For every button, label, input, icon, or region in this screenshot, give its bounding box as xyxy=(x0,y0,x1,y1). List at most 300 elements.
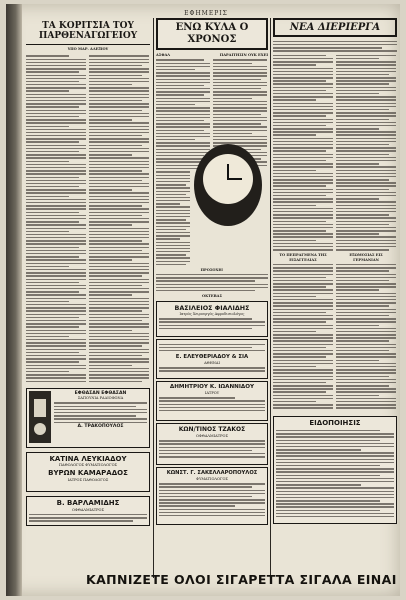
text-line xyxy=(273,211,333,212)
text-line xyxy=(89,288,149,289)
text-line xyxy=(26,122,86,123)
text-line xyxy=(213,69,267,70)
text-line xyxy=(89,314,149,315)
text-line xyxy=(336,243,396,244)
text-line xyxy=(336,109,389,110)
notice-body xyxy=(156,272,268,294)
text-line xyxy=(273,353,333,354)
text-line xyxy=(336,353,396,354)
text-line xyxy=(336,277,396,278)
text-line xyxy=(156,210,190,211)
text-line xyxy=(26,285,86,286)
text-line xyxy=(26,145,86,146)
text-line xyxy=(273,109,333,110)
text-line xyxy=(273,280,333,281)
doctor-name: ΔΗΜΗΤΡΙΟΥ Κ. ΙΩΑΝΝΙΔΟΥ xyxy=(169,383,255,390)
text-line xyxy=(273,80,326,81)
text-line xyxy=(273,106,333,107)
text-line xyxy=(273,230,326,231)
text-line xyxy=(273,388,333,389)
text-line xyxy=(26,275,86,276)
text-line xyxy=(26,307,86,308)
text-line xyxy=(213,63,252,64)
text-line xyxy=(89,349,149,350)
text-line xyxy=(336,71,396,72)
text-line xyxy=(336,195,396,196)
text-line xyxy=(273,401,316,402)
text-line xyxy=(213,79,261,80)
text-line xyxy=(89,138,149,139)
clock-face-icon xyxy=(203,154,253,204)
text-line xyxy=(273,71,333,72)
text-line xyxy=(26,243,86,244)
text-line xyxy=(276,481,394,482)
text-line xyxy=(26,240,86,241)
text-line xyxy=(336,163,379,164)
text-line xyxy=(336,99,396,100)
text-line xyxy=(89,148,149,149)
text-line xyxy=(273,166,333,167)
article-title: ΤΑ ΚΟΡΙΤΣΙΑ ΤΟΥ ΠΑΡΘΕΝΑΓΩΓΕΙΟΥ xyxy=(26,18,150,45)
text-line xyxy=(26,365,86,366)
text-line xyxy=(273,99,316,100)
text-line xyxy=(336,347,396,348)
text-line xyxy=(336,337,396,338)
text-line xyxy=(273,103,333,104)
text-line xyxy=(156,254,186,255)
text-line xyxy=(89,358,149,359)
text-line xyxy=(89,84,132,85)
doctor-name: ΚΩΝ/ΤΙΝΟΣ ΤΖΑΚΟΣ xyxy=(178,425,246,433)
text-line xyxy=(26,218,86,219)
text-line xyxy=(26,259,86,260)
text-line xyxy=(336,264,396,265)
ad-body xyxy=(159,395,265,413)
doctor-detail: ΙΑΤΡΟΥ xyxy=(204,390,220,395)
text-line xyxy=(159,505,235,506)
text-line xyxy=(276,497,394,498)
text-line xyxy=(336,270,389,271)
text-line xyxy=(26,177,79,178)
text-line xyxy=(273,221,326,222)
text-line xyxy=(273,163,333,164)
notice-heading: ΠΡΟΣΟΧΗ! xyxy=(200,267,224,272)
text-line xyxy=(89,202,149,203)
text-line xyxy=(273,173,333,174)
text-line xyxy=(273,208,333,209)
text-line xyxy=(336,350,389,351)
text-line xyxy=(26,320,86,321)
text-line xyxy=(336,230,396,231)
text-line xyxy=(276,510,380,511)
text-line xyxy=(273,61,333,62)
text-line xyxy=(26,358,86,359)
text-line xyxy=(336,283,396,284)
subheading-lines xyxy=(273,39,397,53)
text-line xyxy=(273,363,333,364)
text-line xyxy=(26,97,86,98)
text-line xyxy=(26,352,79,353)
text-line xyxy=(89,240,142,241)
text-line xyxy=(336,305,389,306)
text-line xyxy=(273,264,333,265)
text-line xyxy=(273,115,326,116)
text-line xyxy=(276,494,394,495)
text-line xyxy=(336,366,396,367)
text-line xyxy=(156,59,204,60)
text-line xyxy=(26,263,86,264)
text-line xyxy=(336,90,396,91)
text-line xyxy=(159,370,265,371)
section-label: ΠΑΡΑΙΤΗΣΙΝ ΟΥΚ ΕΧΕΙ xyxy=(219,53,268,57)
text-line xyxy=(213,107,267,108)
text-line xyxy=(273,83,333,84)
text-line xyxy=(336,246,396,247)
text-line xyxy=(273,302,333,303)
text-line xyxy=(26,349,86,350)
text-line xyxy=(156,194,186,195)
text-line xyxy=(336,192,396,193)
text-line xyxy=(26,135,86,136)
doctor-detail: ΑΘΗΝΑΙ xyxy=(204,360,220,365)
doctor-ad xyxy=(156,467,268,525)
text-line xyxy=(89,307,149,308)
text-line xyxy=(276,452,394,453)
text-line xyxy=(156,69,195,70)
doctor-detail: Ιατρός Χειρουργός Αφροδισιολόγος xyxy=(179,311,245,316)
text-line xyxy=(276,446,394,447)
text-line xyxy=(89,154,132,155)
text-line xyxy=(156,229,186,230)
text-line xyxy=(336,74,389,75)
text-line xyxy=(273,277,326,278)
text-line xyxy=(273,240,316,241)
article-body xyxy=(273,262,333,412)
article-body-right xyxy=(336,53,396,253)
text-line xyxy=(159,318,252,319)
text-line xyxy=(156,75,210,76)
text-line xyxy=(159,367,265,368)
text-line xyxy=(26,272,86,273)
text-line xyxy=(276,449,361,450)
text-line xyxy=(336,182,396,183)
text-line xyxy=(273,318,333,319)
text-line xyxy=(336,112,396,113)
text-line xyxy=(336,176,396,177)
text-line xyxy=(156,184,186,185)
ad-name: ΚΑΤΙΝΑ ΛΕΥΚΙΑΔΟΥ xyxy=(49,454,127,463)
text-line xyxy=(89,186,149,187)
text-line xyxy=(26,228,86,229)
text-line xyxy=(276,513,394,514)
text-line xyxy=(336,61,396,62)
text-line xyxy=(273,407,333,408)
ad-body xyxy=(159,481,265,519)
text-line xyxy=(336,227,396,228)
radio-icon xyxy=(29,391,51,443)
text-line xyxy=(336,407,396,408)
column-two xyxy=(156,18,268,525)
text-line xyxy=(156,245,190,246)
text-line xyxy=(156,248,190,249)
text-line xyxy=(89,224,132,225)
text-line xyxy=(336,236,396,237)
text-line xyxy=(273,134,316,135)
notice-box xyxy=(273,416,397,524)
text-line xyxy=(89,221,149,222)
text-line xyxy=(159,400,265,401)
text-line xyxy=(213,82,267,83)
text-line xyxy=(26,336,69,337)
text-line xyxy=(273,286,326,287)
text-line xyxy=(336,55,396,56)
text-line xyxy=(336,93,379,94)
text-line xyxy=(213,114,261,115)
text-line xyxy=(26,368,86,369)
text-line xyxy=(156,213,190,214)
clock-illustration xyxy=(194,144,262,226)
text-line xyxy=(276,465,380,466)
doctor-ad xyxy=(156,339,268,379)
text-line xyxy=(89,218,149,219)
text-line xyxy=(276,475,380,476)
text-line xyxy=(89,294,132,295)
text-line xyxy=(26,342,86,343)
text-line xyxy=(213,94,267,95)
doctor-name: ΚΩΝΣΤ. Γ. ΣΑΚΕΛΛΑΡΟΠΟΥΛΟΣ xyxy=(166,469,258,476)
column-rule xyxy=(153,18,154,578)
text-line xyxy=(159,344,265,345)
text-line xyxy=(26,161,69,162)
text-line xyxy=(273,331,316,332)
text-line xyxy=(156,145,210,146)
text-line xyxy=(273,309,333,310)
doctor-name: ΒΑΣΙΛΕΙΟΣ ΦΙΑΛΙΔΗΣ xyxy=(174,303,250,312)
text-line xyxy=(26,291,79,292)
text-line xyxy=(159,321,265,322)
text-line xyxy=(26,62,86,63)
text-line xyxy=(336,131,396,132)
text-line xyxy=(156,120,204,121)
text-line xyxy=(26,247,79,248)
ad-body xyxy=(159,365,265,373)
text-line xyxy=(273,93,333,94)
text-line xyxy=(336,388,396,389)
text-line xyxy=(273,270,333,271)
text-line xyxy=(159,397,235,398)
text-line xyxy=(89,113,149,114)
text-line xyxy=(336,395,379,396)
text-line xyxy=(213,126,267,127)
text-line xyxy=(29,517,147,518)
text-line xyxy=(273,224,333,225)
text-line xyxy=(336,80,396,81)
text-line xyxy=(89,243,149,244)
text-line xyxy=(89,90,149,91)
text-line xyxy=(276,478,394,479)
text-line xyxy=(89,231,149,232)
text-line xyxy=(336,122,396,123)
text-line xyxy=(89,291,149,292)
text-line xyxy=(89,189,132,190)
text-line xyxy=(213,123,261,124)
text-line xyxy=(54,402,147,403)
text-line xyxy=(89,177,149,178)
text-line xyxy=(156,178,190,179)
doctor-detail: ΟΦΘΑΛΜΙΑΤΡΟΣ xyxy=(195,433,229,438)
ad-detail: ΠΑΘΟΛΟΓΟΣ ΦΥΜΑΤΙΟΛΟΓΟΣ xyxy=(58,462,118,467)
text-line xyxy=(26,71,79,72)
text-line xyxy=(89,342,149,343)
text-line xyxy=(276,443,394,444)
text-line xyxy=(54,406,136,407)
text-line xyxy=(159,407,265,408)
text-line xyxy=(26,157,86,158)
text-line xyxy=(336,321,396,322)
text-line xyxy=(336,128,379,129)
text-line xyxy=(156,165,204,166)
text-line xyxy=(26,301,69,302)
text-line xyxy=(26,126,69,127)
text-line xyxy=(89,272,149,273)
text-line xyxy=(273,157,333,158)
text-line xyxy=(156,235,190,236)
text-line xyxy=(213,91,267,92)
text-line xyxy=(156,94,204,95)
text-line xyxy=(26,314,86,315)
text-line xyxy=(273,350,333,351)
text-line xyxy=(156,203,180,204)
text-line xyxy=(273,305,333,306)
text-line xyxy=(89,355,142,356)
text-line xyxy=(276,433,394,434)
text-line xyxy=(26,65,86,66)
text-line xyxy=(336,360,379,361)
text-line xyxy=(276,491,394,492)
article-body-left xyxy=(273,53,333,253)
text-line xyxy=(156,126,210,127)
text-line xyxy=(89,129,149,130)
text-line xyxy=(26,68,86,69)
text-line xyxy=(159,493,265,494)
text-line xyxy=(89,161,149,162)
text-line xyxy=(26,192,86,193)
doctor-ad xyxy=(156,423,268,465)
text-line xyxy=(89,103,149,104)
text-line xyxy=(89,59,149,60)
text-line xyxy=(26,345,86,346)
text-line xyxy=(159,347,252,348)
text-line xyxy=(336,217,396,218)
text-line xyxy=(336,144,389,145)
text-line xyxy=(156,242,190,243)
text-line xyxy=(273,246,333,247)
text-line xyxy=(273,125,326,126)
text-line xyxy=(26,81,79,82)
text-line xyxy=(26,371,69,372)
text-line xyxy=(26,266,69,267)
text-line xyxy=(156,290,255,291)
text-line xyxy=(273,312,326,313)
text-line xyxy=(273,44,397,45)
text-line xyxy=(276,516,394,517)
text-line xyxy=(273,227,333,228)
text-line xyxy=(273,201,333,202)
text-line xyxy=(156,82,210,83)
text-line xyxy=(336,173,396,174)
text-line xyxy=(336,147,396,148)
article-body-left xyxy=(156,170,190,266)
text-line xyxy=(273,289,333,290)
text-line xyxy=(89,339,149,340)
text-line xyxy=(26,355,86,356)
text-line xyxy=(336,103,396,104)
text-line xyxy=(336,205,396,206)
text-line xyxy=(26,55,69,56)
text-line xyxy=(213,88,261,89)
text-line xyxy=(336,106,396,107)
text-line xyxy=(26,75,86,76)
text-line xyxy=(156,110,210,111)
text-line xyxy=(26,151,79,152)
text-line xyxy=(273,68,333,69)
article-body-left xyxy=(156,58,210,170)
text-line xyxy=(336,119,389,120)
text-line xyxy=(273,205,316,206)
text-line xyxy=(336,96,396,97)
text-line xyxy=(89,199,149,200)
text-line xyxy=(26,253,86,254)
text-line xyxy=(213,110,267,111)
text-line xyxy=(89,368,149,369)
text-line xyxy=(89,122,149,123)
text-line xyxy=(89,320,142,321)
text-line xyxy=(156,91,210,92)
doctor-ad xyxy=(156,381,268,421)
text-line xyxy=(336,249,389,250)
article-heading: ΤΟ ΠΕΠΡΑΓΜΕΝΑ ΤΗΣ ΕΙΣΑΓΓΕΛΙΑΣ xyxy=(279,253,327,262)
text-line xyxy=(273,283,333,284)
article-title: ΕΝΩ ΚΥΛΑ Ο ΧΡΟΝΟΣ xyxy=(156,18,268,50)
text-line xyxy=(273,170,316,171)
article-body-left xyxy=(26,54,86,384)
text-line xyxy=(159,456,265,457)
text-line xyxy=(89,326,149,327)
text-line xyxy=(159,328,252,329)
text-line xyxy=(26,173,86,174)
text-line xyxy=(336,286,396,287)
text-line xyxy=(336,189,389,190)
text-line xyxy=(273,249,333,250)
text-line xyxy=(336,224,389,225)
text-line xyxy=(89,374,149,375)
ad-body xyxy=(159,342,265,354)
text-line xyxy=(89,253,149,254)
text-line xyxy=(89,365,132,366)
text-line xyxy=(336,340,389,341)
text-line xyxy=(273,74,333,75)
text-line xyxy=(273,328,333,329)
text-line xyxy=(213,142,267,143)
text-line xyxy=(159,453,265,454)
text-line xyxy=(336,328,396,329)
text-line xyxy=(26,231,69,232)
text-line xyxy=(156,171,190,172)
text-line xyxy=(26,196,69,197)
text-line xyxy=(89,65,142,66)
notice-title: ΕΙΔΟΠΟΙΗΣΙΣ xyxy=(309,419,361,428)
text-line xyxy=(273,344,333,345)
